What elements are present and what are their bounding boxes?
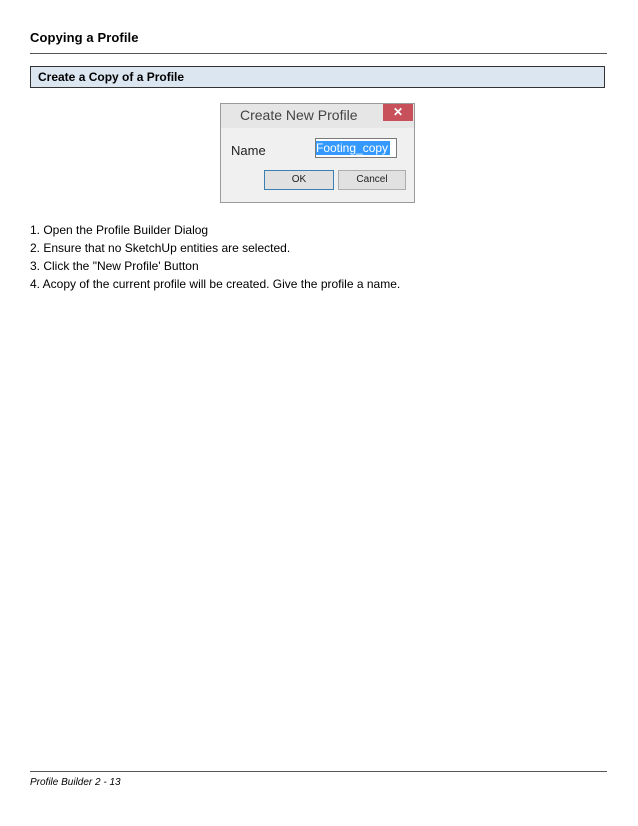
footer-divider bbox=[30, 771, 607, 772]
dialog-titlebar bbox=[221, 104, 414, 128]
create-profile-dialog-screenshot bbox=[220, 103, 415, 203]
close-icon: ✕ bbox=[383, 104, 413, 121]
page-title: Copying a Profile bbox=[30, 30, 139, 45]
section-heading-box bbox=[30, 66, 605, 88]
step-item: 1. Open the Profile Builder Dialog bbox=[30, 223, 209, 237]
step-item: 4. Acopy of the current profile will be created. Give the profile a name. bbox=[30, 277, 401, 291]
cancel-button: Cancel bbox=[338, 170, 406, 190]
step-item: 3. Click the "New Profile' Button bbox=[30, 259, 199, 273]
page-footer: Profile Builder 2 - 13 bbox=[30, 777, 121, 788]
ok-button: OK bbox=[264, 170, 334, 190]
section-heading: Create a Copy of a Profile bbox=[38, 70, 185, 84]
title-divider bbox=[30, 53, 607, 54]
profile-name-field bbox=[315, 138, 397, 158]
name-label: Name bbox=[231, 143, 266, 158]
steps-list bbox=[30, 221, 400, 293]
step-item: 2. Ensure that no SketchUp entities are selected. bbox=[30, 241, 291, 255]
profile-name-value: Footing_copy bbox=[316, 141, 389, 155]
dialog-title: Create New Profile bbox=[240, 107, 358, 123]
